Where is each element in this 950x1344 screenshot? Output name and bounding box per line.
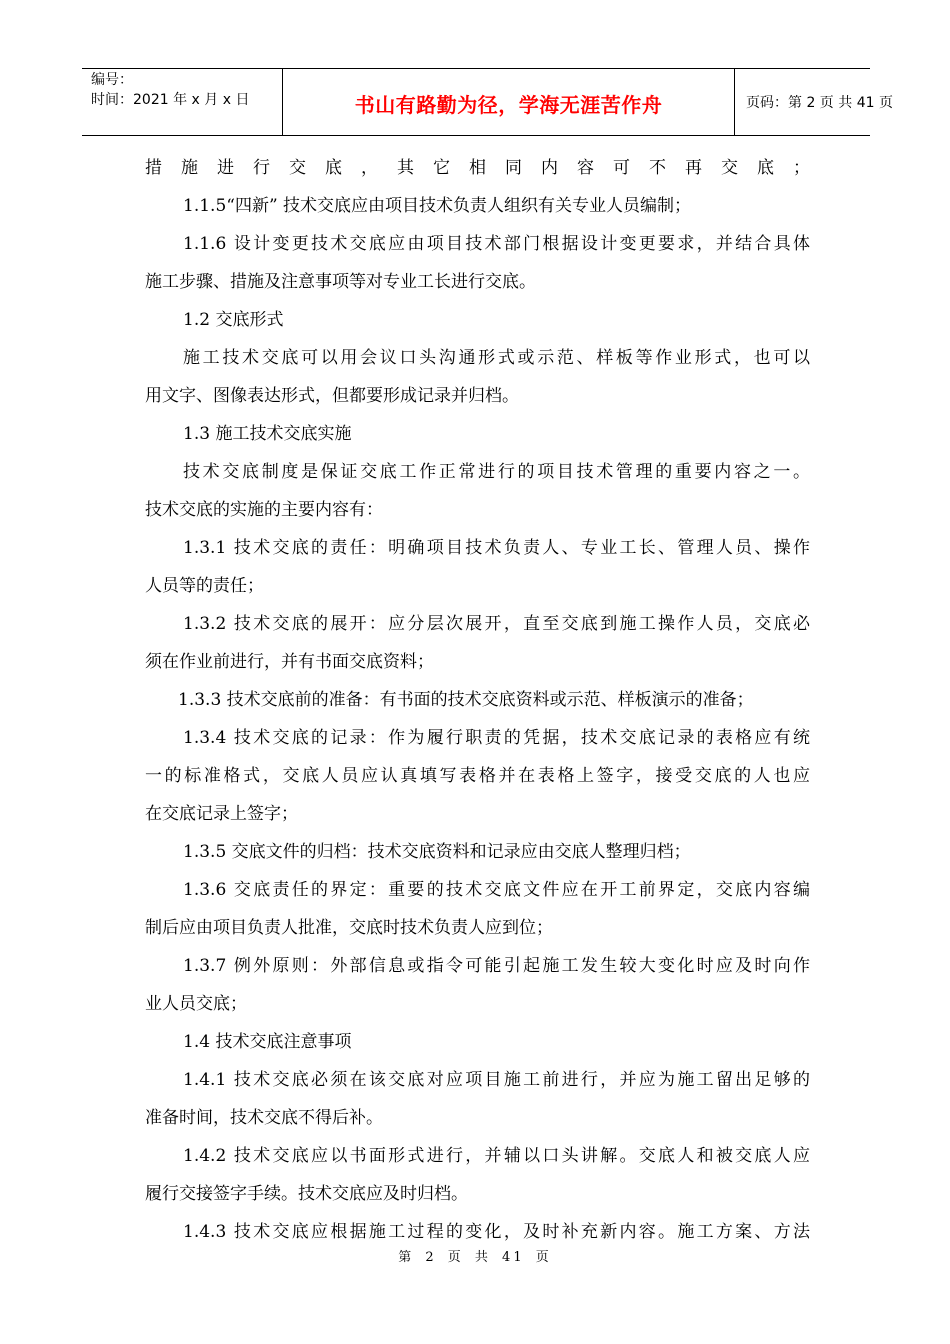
body-line: 业人员交底；: [145, 994, 247, 1014]
body-line: 1.3.6 交底责任的界定：重要的技术交底文件应在开工前界定，交底内容编: [183, 880, 810, 900]
section-heading: 1.4 技术交底注意事项: [183, 1032, 352, 1052]
motto-text: 书山有路勤为径，学海无涯苦作舟: [354, 92, 663, 117]
body-line: 履行交接签字手续。技术交底应及时归档。: [145, 1184, 468, 1204]
document-header: [82, 68, 893, 136]
body-line: 1.1.6 设计变更技术交底应由项目技术部门根据设计变更要求，并结合具体: [183, 234, 810, 254]
section-heading: 1.3 施工技术交底实施: [183, 424, 352, 444]
body-line: 技术交底的实施的主要内容有：: [145, 500, 383, 520]
body-line: 措施进行交底，其它相同内容可不再交底；: [145, 158, 810, 178]
body-line: 制后应由项目负责人批准，交底时技术负责人应到位；: [145, 918, 553, 938]
body-line: 1.4.1 技术交底必须在该交底对应项目施工前进行，并应为施工留出足够的: [183, 1070, 810, 1090]
body-line: 1.3.5 交底文件的归档：技术交底资料和记录应由交底人整理归档；: [183, 842, 691, 862]
body-line: 1.3.4 技术交底的记录：作为履行职责的凭据，技术交底记录的表格应有统: [183, 728, 810, 748]
body-line: 1.3.3 技术交底前的准备：有书面的技术交底资料或示范、样板演示的准备；: [178, 690, 754, 710]
header-page-cell: [735, 69, 893, 135]
body-line: 1.3.1 技术交底的责任：明确项目技术负责人、专业工长、管理人员、操作: [183, 538, 810, 558]
serial-number-label: 编号：: [91, 72, 133, 88]
section-heading: 1.2 交底形式: [183, 310, 284, 330]
body-line: 1.3.7 例外原则：外部信息或指令可能引起施工发生较大变化时应及时向作: [183, 956, 810, 976]
body-line: 1.4.3 技术交底应根据施工过程的变化，及时补充新内容。施工方案、方法: [183, 1222, 810, 1242]
header-info-cell: [82, 69, 282, 135]
body-line: 人员等的责任；: [145, 576, 264, 596]
body-line: 准备时间，技术交底不得后补。: [145, 1108, 383, 1128]
header-page-info: 页码：第 2 页 共 41 页: [746, 95, 893, 111]
body-line: 须在作业前进行，并有书面交底资料；: [145, 652, 434, 672]
body-line: 1.4.2 技术交底应以书面形式进行，并辅以口头讲解。交底人和被交底人应: [183, 1146, 810, 1166]
body-line: 一的标准格式，交底人员应认真填写表格并在表格上签字，接受交底的人也应: [145, 766, 810, 786]
body-line: 用文字、图像表达形式，但都要形成记录并归档。: [145, 386, 519, 406]
body-line: 1.3.2 技术交底的展开：应分层次展开，直至交底到施工操作人员，交底必: [183, 614, 810, 634]
page-footer: 第 2 页 共 41 页: [398, 1250, 552, 1265]
body-line: 技术交底制度是保证交底工作正常进行的项目技术管理的重要内容之一。: [183, 462, 810, 482]
body-line: 1.1.5“四新” 技术交底应由项目技术负责人组织有关专业人员编制；: [183, 196, 692, 216]
body-line: 施工技术交底可以用会议口头沟通形式或示范、样板等作业形式，也可以: [183, 348, 810, 368]
body-line: 施工步骤、措施及注意事项等对专业工长进行交底。: [145, 272, 536, 292]
time-label: 时间：2021 年 x 月 x 日: [91, 92, 250, 108]
body-line: 在交底记录上签字；: [145, 804, 298, 824]
header-motto-cell: [282, 69, 735, 135]
